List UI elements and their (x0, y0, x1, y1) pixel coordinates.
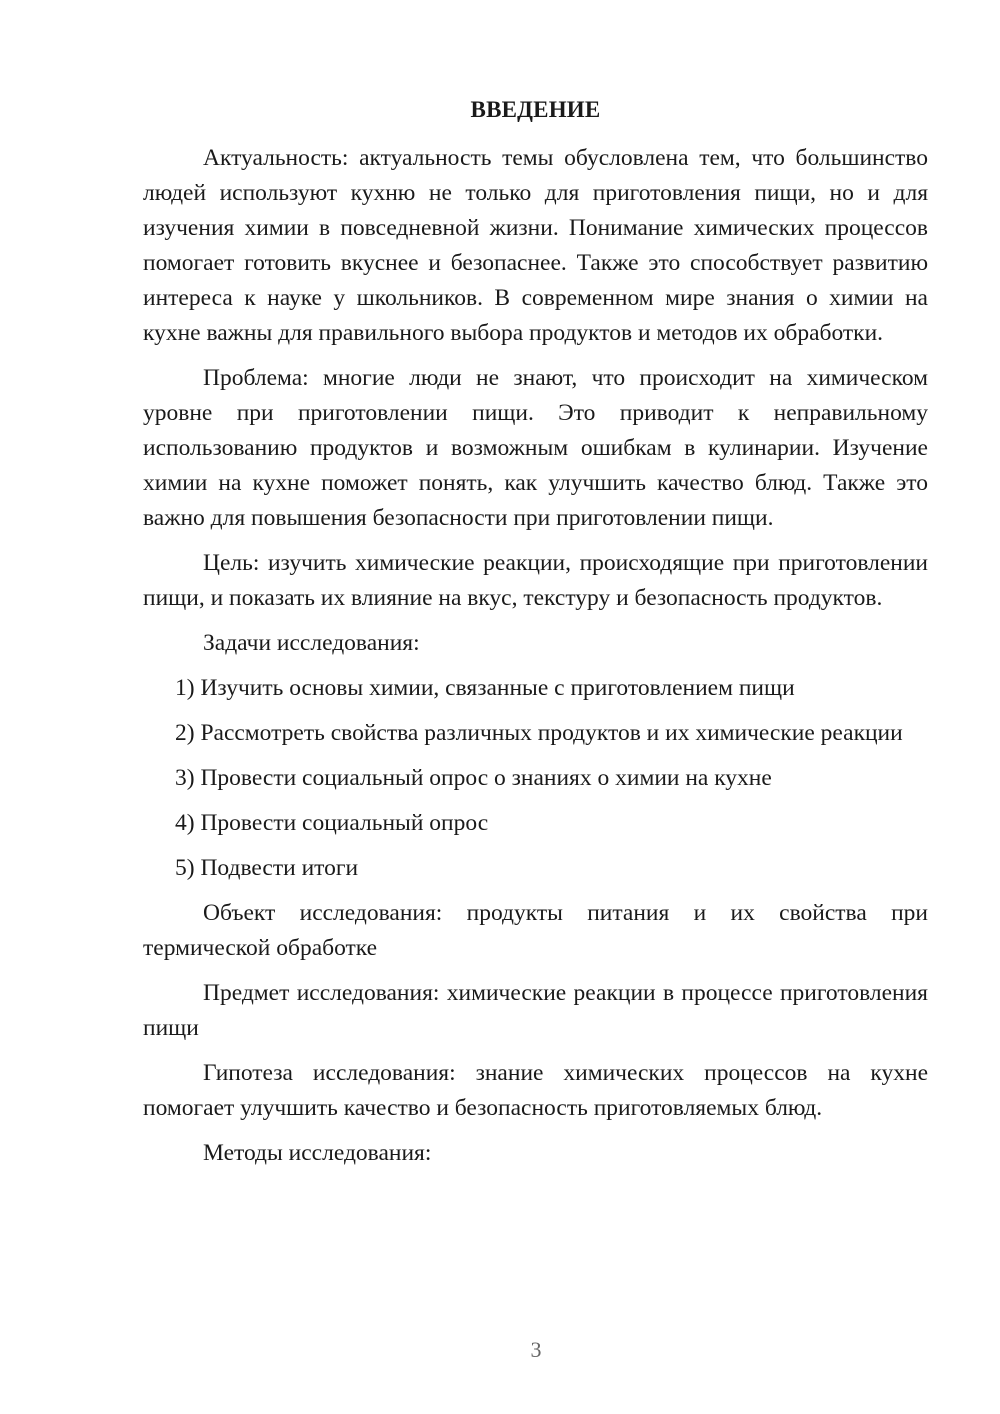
task-item: 5) Подвести итоги (175, 855, 359, 881)
task-item: 4) Провести социальный опрос (175, 810, 489, 836)
tasks-title: Задачи исследования: (203, 630, 420, 656)
task-item: 2) Рассмотреть свойства различных продуктов и их химические реакции (175, 720, 903, 746)
paragraph-relevance: Актуальность: актуальность темы обусловлена тем, что большинство людей используют кухню не только для приготовления пищи, но и для изучения химии в повседневной жизни. Понимание химических процессов помогает готовить вкуснее и безопаснее. Также это способствует развитию интереса к науке у школьников. В современном мире знания о химии на кухне важны для правильного выбора продуктов и методов их обработки. (143, 145, 928, 346)
methods-title: Методы исследования: (203, 1140, 432, 1166)
paragraph-goal: Цель: изучить химические реакции, происходящие при приготовлении пищи, и показать их влияние на вкус, текстуру и безопасность продуктов. (143, 550, 928, 611)
document-body (143, 92, 928, 1181)
task-item: 1) Изучить основы химии, связанные с приготовлением пищи (175, 675, 795, 701)
task-item: 3) Провести социальный опрос о знаниях о химии на кухне (175, 765, 772, 791)
section-heading: ВВЕДЕНИЕ (470, 97, 601, 122)
paragraph-hypothesis: Гипотеза исследования: знание химических процессов на кухне помогает улучшить качество и безопасность приготовляемых блюд. (143, 1060, 928, 1121)
page-number: 3 (530, 1337, 542, 1362)
paragraph-object: Объект исследования: продукты питания и их свойства при термической обработке (143, 900, 928, 961)
paragraph-subject: Предмет исследования: химические реакции в процессе приготовления пищи (143, 980, 928, 1041)
paragraph-problem: Проблема: многие люди не знают, что происходит на химическом уровне при приготовлении пищи. Это приводит к неправильному использованию продуктов и возможным ошибкам в кулинарии. Изучение химии на кухне поможет понять, как улучшить качество блюд. Также это важно для повышения безопасности при приготовлении пищи. (143, 365, 928, 531)
